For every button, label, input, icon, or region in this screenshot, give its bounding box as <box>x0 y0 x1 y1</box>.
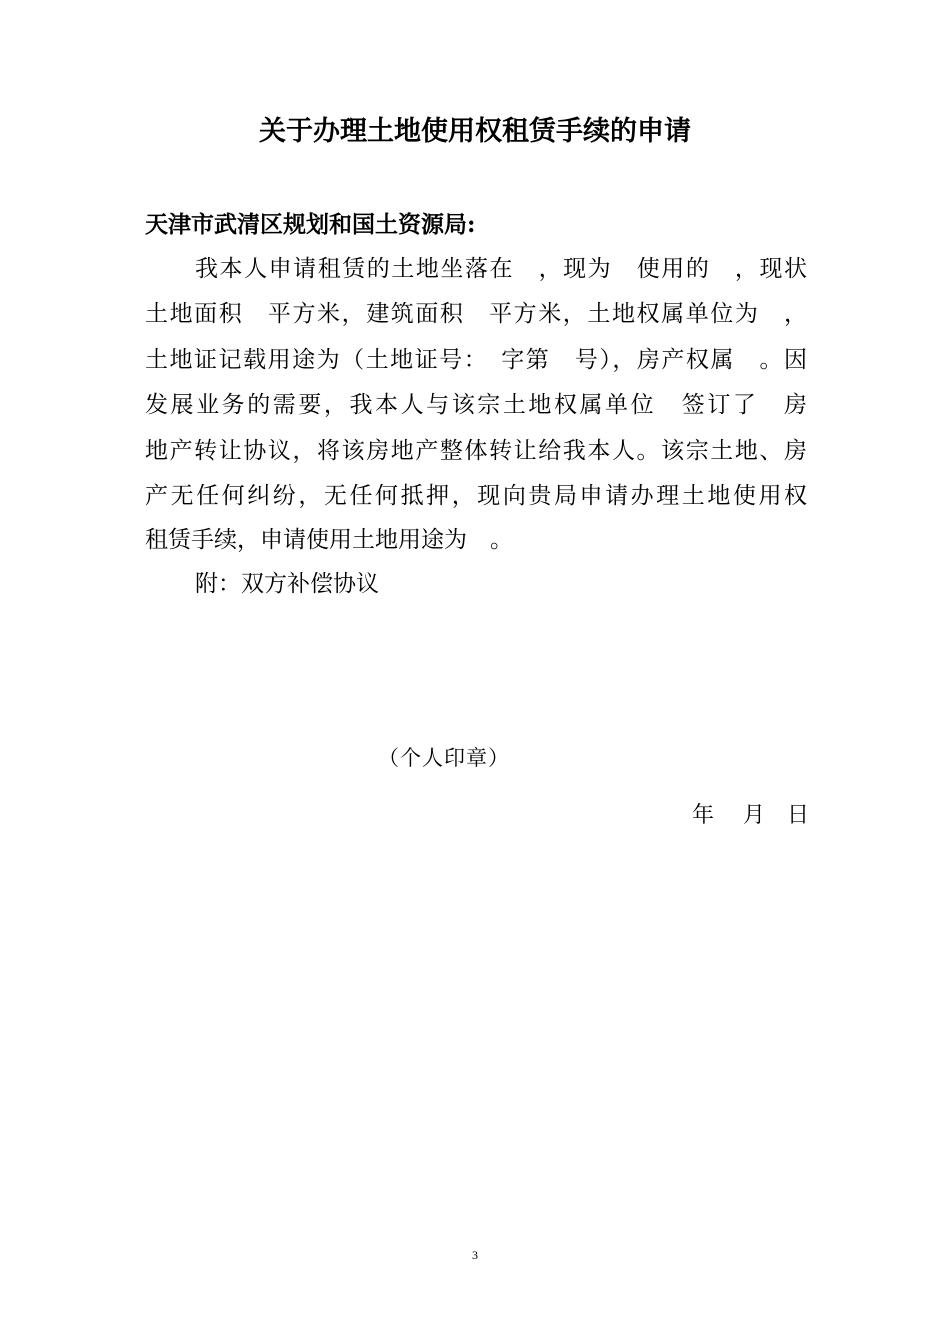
body-line-4: 发展业务的需要，我本人与该宗土地权属单位 签订了 房 <box>145 392 807 418</box>
body-line-2: 土地面积 平方米，建筑面积 平方米，土地权属单位为 ， <box>145 301 807 327</box>
attachment-note: 附：双方补偿协议 <box>195 571 379 597</box>
personal-seal-label: （个人印章） <box>378 746 510 770</box>
body-line-7: 租赁手续，申请使用土地用途为 。 <box>145 527 513 553</box>
date-line: 年 月 日 <box>692 803 809 828</box>
page-number: 3 <box>472 1248 478 1262</box>
body-line-1: 我本人申请租赁的土地坐落在 ，现为 使用的 ，现状 <box>195 256 807 282</box>
recipient-line: 天津市武清区规划和国土资源局: <box>145 211 476 238</box>
body-line-5: 地产转让协议，将该房地产整体转让给我本人。该宗土地、房 <box>145 438 807 464</box>
document-title: 关于办理土地使用权租赁手续的申请 <box>259 116 691 147</box>
body-line-6: 产无任何纠纷，无任何抵押，现向贵局申请办理土地使用权 <box>145 483 807 509</box>
body-line-3: 土地证记载用途为（土地证号： 字第 号），房产权属 。因 <box>145 347 807 373</box>
